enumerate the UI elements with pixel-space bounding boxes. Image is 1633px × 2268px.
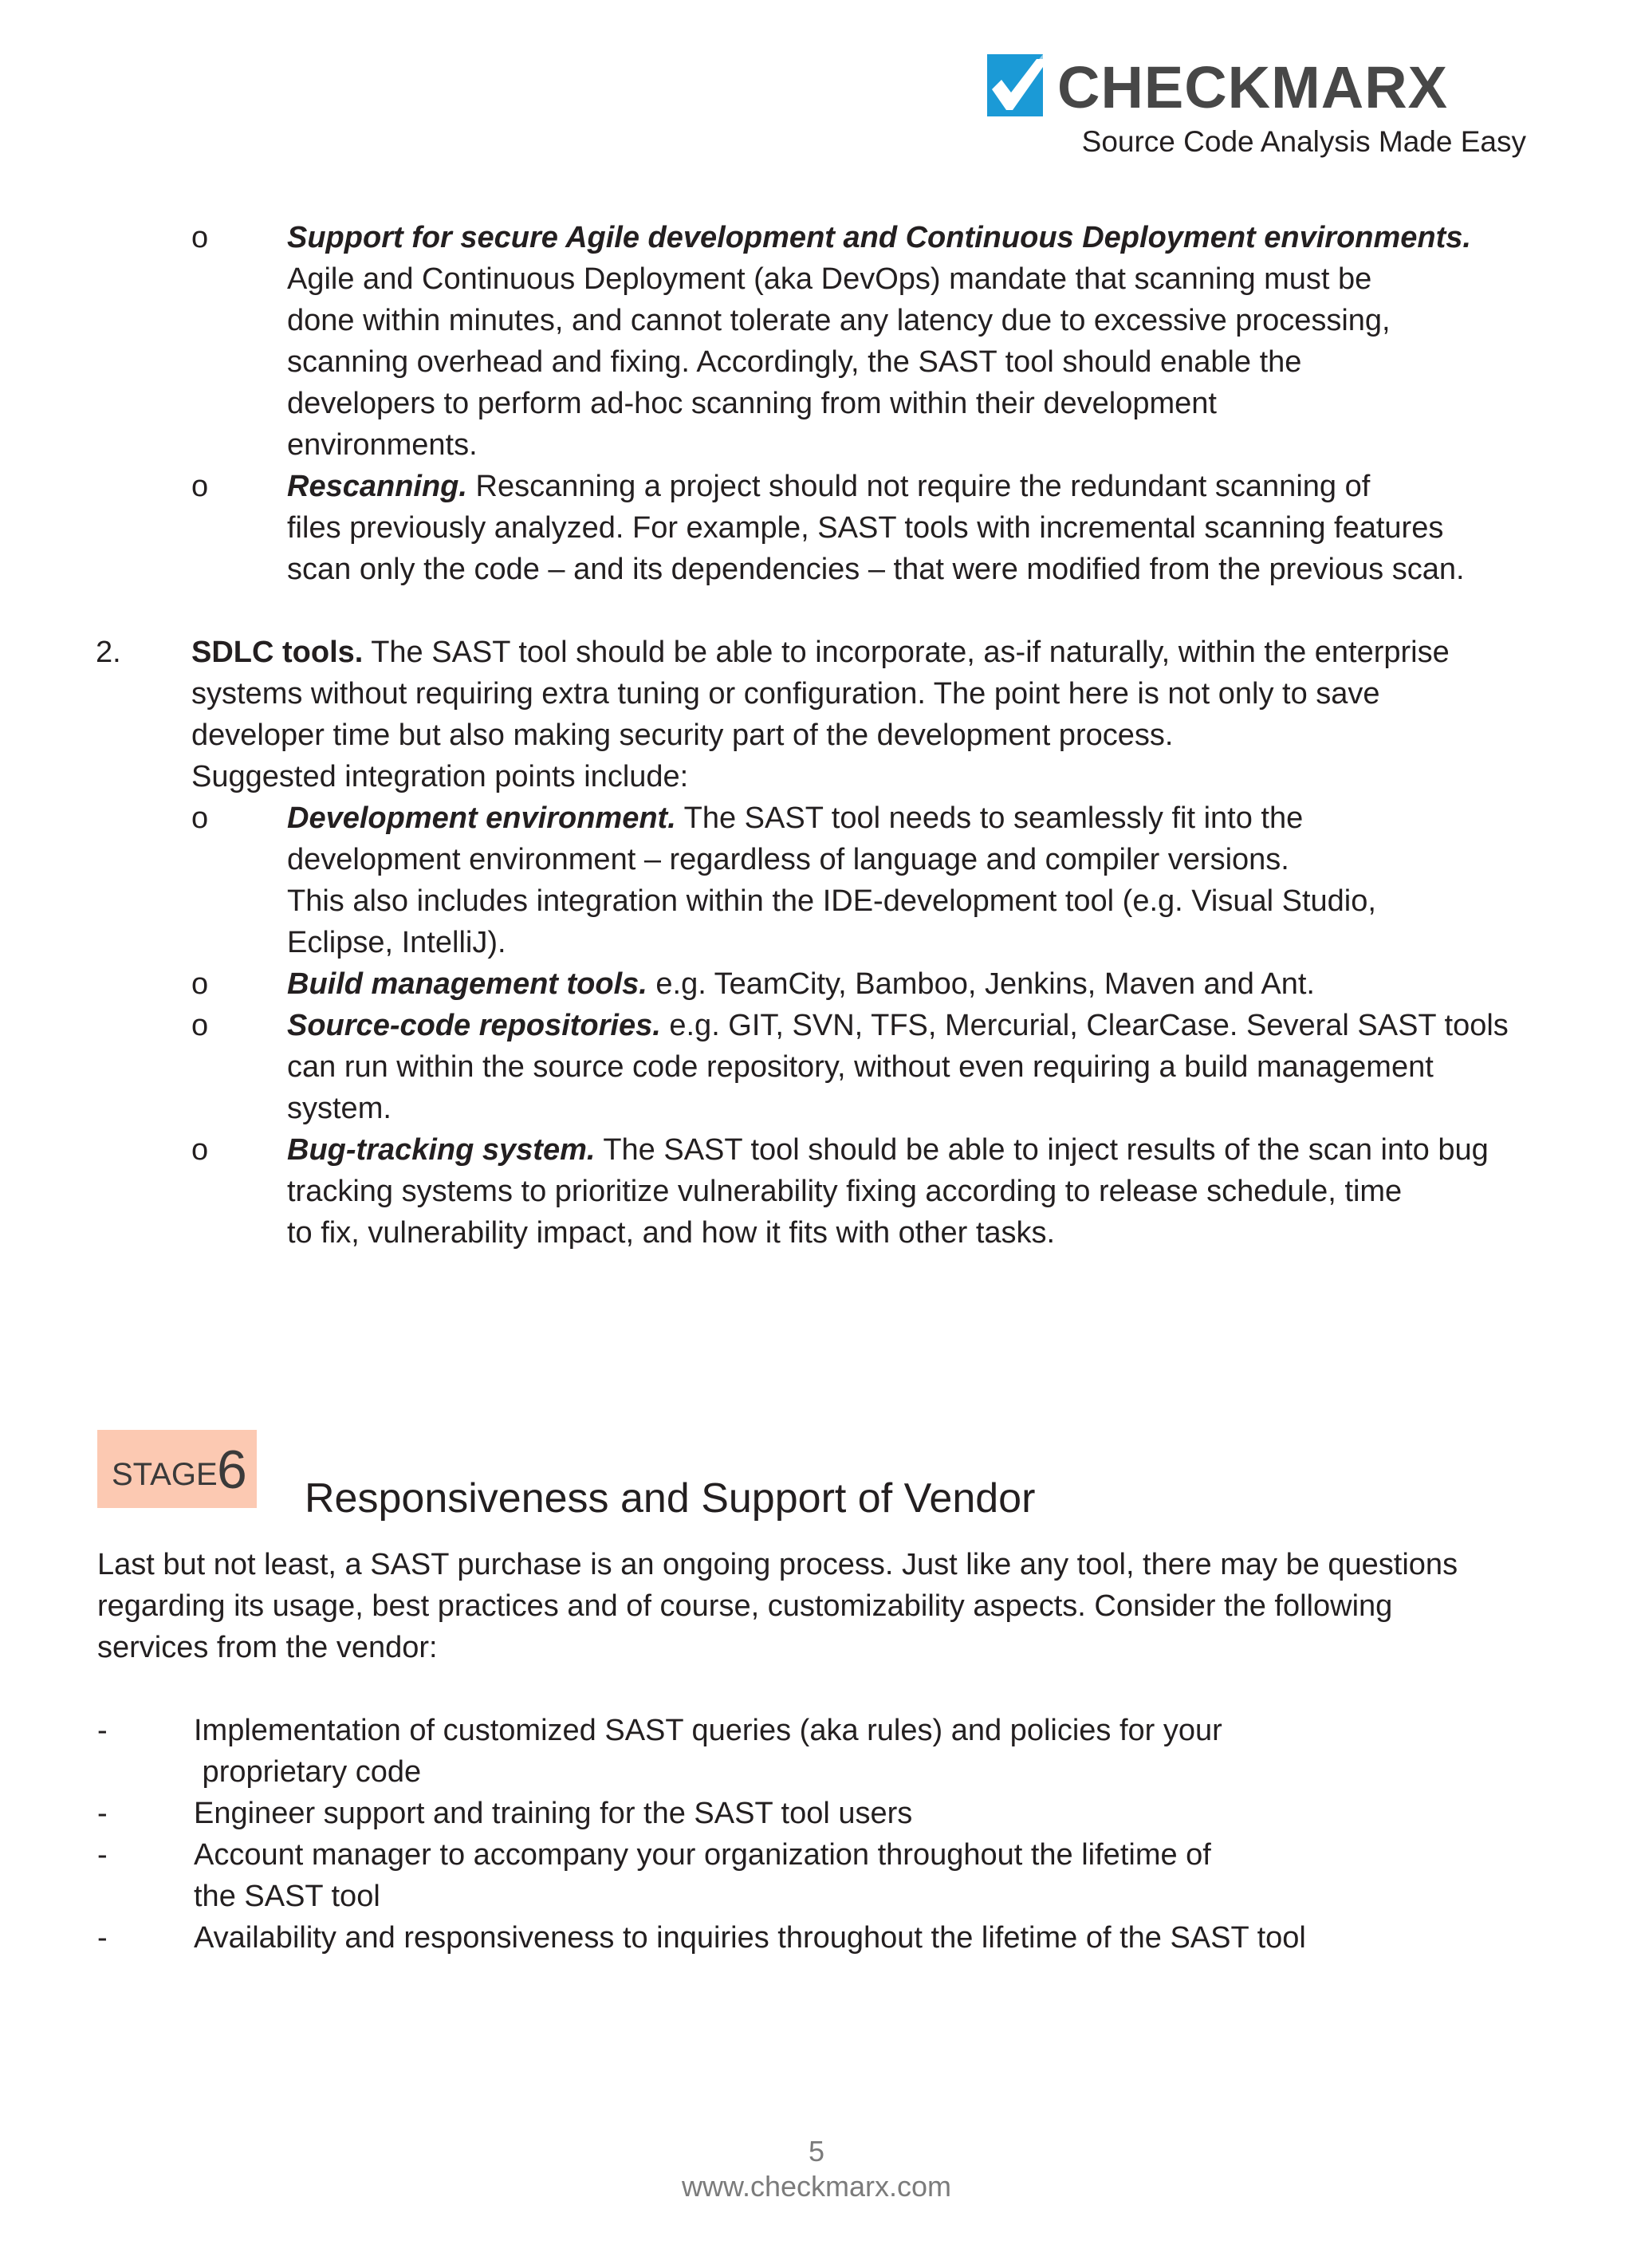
list-item-first-line (287, 1005, 1509, 1046)
list-item-line: This also includes integration within the IDE-development tool (e.g. Visual Studio, (287, 884, 1376, 918)
checkmarx-logo (987, 54, 1537, 166)
list-item-line: Implementation of customized SAST queries (aka rules) and policies for your (194, 1714, 1222, 1747)
brand-tagline: Source Code Analysis Made Easy (1081, 125, 1526, 158)
list-item-line: system. (287, 1092, 392, 1125)
paragraph-line: regarding its usage, best practices and of course, customizability aspects. Consider the following (97, 1589, 1393, 1623)
list-item-line: to fix, vulnerability impact, and how it fits with other tasks. (287, 1216, 1056, 1250)
list-item-title: Source-code repositories. (287, 1009, 661, 1042)
list-marker: o (191, 470, 209, 503)
list-marker: o (191, 221, 209, 254)
list-marker: o (191, 967, 209, 1001)
checkmark-logo-icon (987, 54, 1043, 116)
list-item-first-line (287, 963, 1315, 1005)
list-marker: o (191, 1009, 209, 1042)
list-item-line: scanning overhead and fixing. Accordingly, the SAST tool should enable the (287, 345, 1302, 379)
list-marker: o (191, 1133, 209, 1167)
section-line: developer time but also making security part of the development process. (191, 719, 1174, 752)
list-marker: o (191, 801, 209, 835)
list-item-line: tracking systems to prioritize vulnerability fixing according to release schedule, time (287, 1175, 1403, 1208)
list-item-title: Support for secure Agile development and Continuous Deployment environments. (287, 221, 1471, 254)
list-item-line: proprietary code (194, 1755, 422, 1789)
stage-number: 6 (217, 1439, 247, 1500)
list-item-first-line (287, 797, 1303, 839)
section-text: The SAST tool should be able to incorporate, as-if naturally, within the enterprise (363, 636, 1450, 669)
brand-name: CHECKMARX (1057, 54, 1448, 120)
list-item-line: Eclipse, IntelliJ). (287, 926, 506, 959)
list-item-line: developers to perform ad-hoc scanning from within their development (287, 387, 1217, 420)
list-item-line: Account manager to accompany your organization throughout the lifetime of (194, 1838, 1211, 1872)
list-marker: - (97, 1838, 108, 1872)
list-item-line: Agile and Continuous Deployment (aka DevOps) mandate that scanning must be (287, 262, 1372, 296)
list-item-line: development environment – regardless of language and compiler versions. (287, 843, 1289, 876)
list-item-text: The SAST tool needs to seamlessly fit into the (675, 801, 1304, 835)
section-line: Suggested integration points include: (191, 760, 689, 793)
stage-label: STAGE (112, 1457, 218, 1492)
page-number: 5 (808, 2135, 825, 2168)
list-item-line: can run within the source code repository, without even requiring a build management (287, 1050, 1434, 1084)
list-item-text: e.g. TeamCity, Bamboo, Jenkins, Maven and Ant. (647, 967, 1315, 1001)
list-item-line: the SAST tool (194, 1880, 380, 1913)
list-item-text: e.g. GIT, SVN, TFS, Mercurial, ClearCase. Several SAST tools (660, 1009, 1509, 1042)
list-item-line: Availability and responsiveness to inquiries throughout the lifetime of the SAST tool (194, 1921, 1306, 1955)
list-item-line: environments. (287, 428, 478, 462)
list-item-title: Build management tools. (287, 967, 647, 1001)
list-item-line: scan only the code – and its dependencies – that were modified from the previous scan. (287, 553, 1465, 586)
paragraph-line: services from the vendor: (97, 1631, 438, 1664)
section-number: 2. (96, 636, 121, 669)
paragraph-line: Last but not least, a SAST purchase is an ongoing process. Just like any tool, there may be questions (97, 1548, 1458, 1581)
list-item-text: Rescanning a project should not require the redundant scanning of (466, 470, 1371, 503)
section-title: SDLC tools. (191, 636, 364, 669)
list-item-line: files previously analyzed. For example, SAST tools with incremental scanning features (287, 511, 1444, 545)
list-item-text: The SAST tool should be able to inject results of the scan into bug (595, 1133, 1489, 1167)
list-marker: - (97, 1714, 108, 1747)
list-item-title: Bug-tracking system. (287, 1133, 596, 1167)
list-marker: - (97, 1797, 108, 1830)
list-item-title: Rescanning. (287, 470, 467, 503)
footer-url[interactable]: www.checkmarx.com (681, 2170, 952, 2203)
stage-badge (97, 1430, 257, 1508)
list-item-title: Development environment. (287, 801, 676, 835)
list-item-line: done within minutes, and cannot tolerate any latency due to excessive processing, (287, 304, 1391, 337)
section-line: systems without requiring extra tuning or configuration. The point here is not only to save (191, 677, 1380, 711)
list-item-first-line (287, 1129, 1489, 1171)
list-item-first-line (287, 466, 1370, 507)
section-first-line (191, 632, 1450, 673)
list-marker: - (97, 1921, 108, 1955)
section-heading: Responsiveness and Support of Vendor (305, 1475, 1036, 1522)
list-item-line: Engineer support and training for the SAST tool users (194, 1797, 913, 1830)
